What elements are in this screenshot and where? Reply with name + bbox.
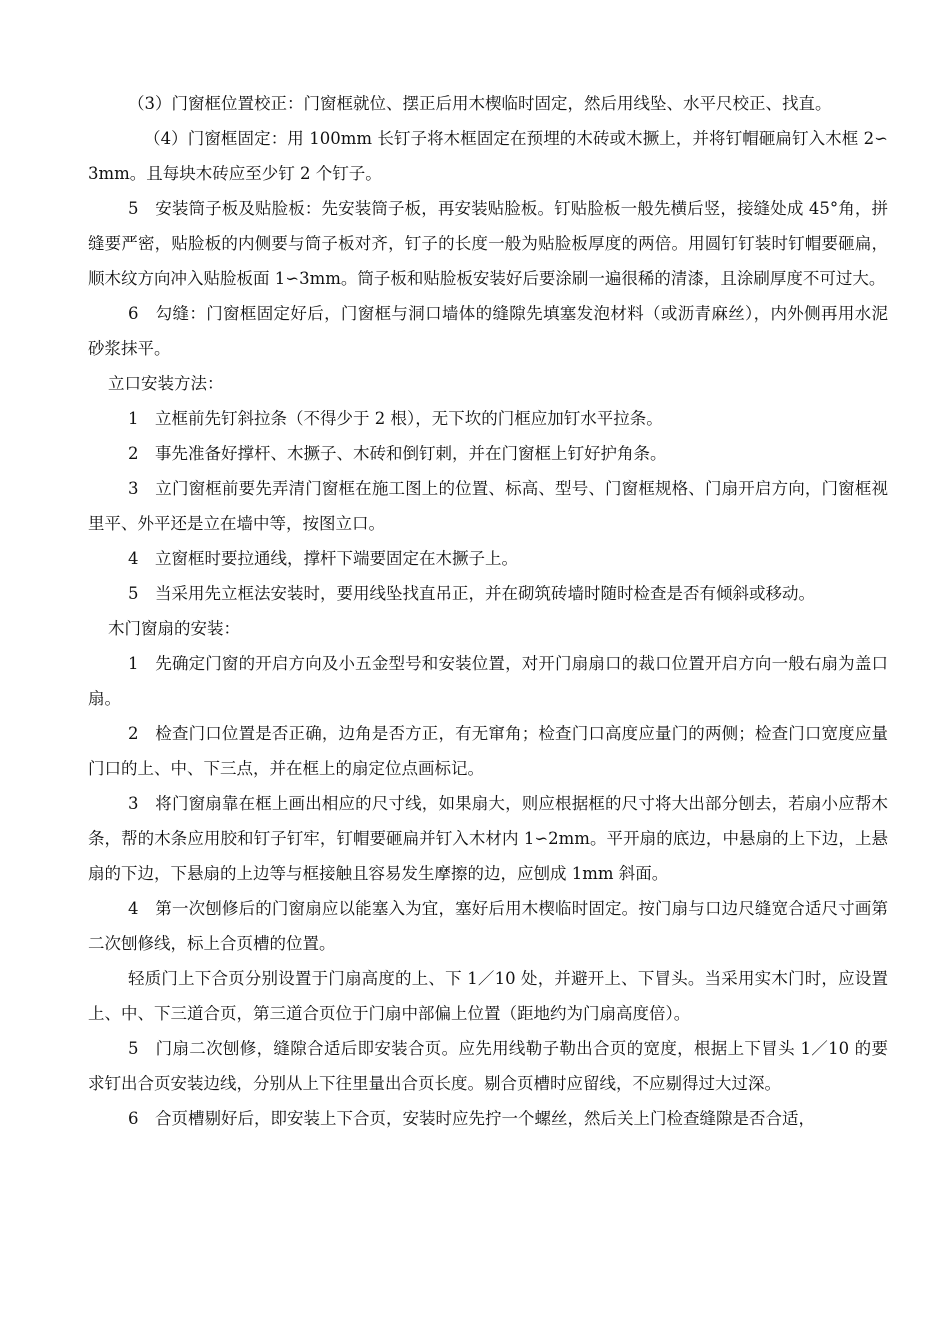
list-item-opening-direction: 1 先确定门窗的开启方向及小五金型号和安装位置，对开门扇扇口的裁口位置开启方向一般右扇为盖口扇。 (88, 654, 888, 708)
section-heading-sash-installation: 木门窗扇的安装： (108, 619, 240, 638)
list-item-prepare-props: 2 事先准备好撑杆、木撅子、木砖和倒钉刺，并在门窗框上钉好护角条。 (128, 444, 667, 463)
paragraph-joint-sealing: 6 勾缝：门窗框固定好后，门窗框与洞口墙体的缝隙先填塞发泡材料（或沥青麻丝），内外侧再用水泥砂浆抹平。 (88, 304, 888, 358)
section-heading-frame-standing-method: 立口安装方法： (108, 374, 224, 393)
list-item-size-lines: 3 将门窗扇靠在框上画出相应的尺寸线，如果扇大，则应根据框的尺寸将大出部分刨去，若扇小应帮木条，帮的木条应用胶和钉子钉牢，钉帽要砸扁并钉入木材内 1∽2mm。平开扇的底边，中悬扇的上下边，上悬扇的下边，下悬扇的上边等与框接触且容易发生摩擦的边，应刨成 1mm 斜面。 (88, 794, 888, 883)
paragraph-frame-position-correction: （3）门窗框位置校正：门窗框就位、摆正后用木楔临时固定，然后用线坠、水平尺校正、找直。 (128, 94, 832, 113)
list-item-plumb-check: 5 当采用先立框法安装时，要用线坠找直吊正，并在砌筑砖墙时随时检查是否有倾斜或移动。 (128, 584, 815, 603)
list-item-check-opening: 2 检查门口位置是否正确，边角是否方正，有无窜角；检查门口高度应量门的两侧；检查门口宽度应量门口的上、中、下三点，并在框上的扇定位点画标记。 (88, 724, 888, 778)
paragraph-frame-fixing: （4）门窗框固定：用 100mm 长钉子将木框固定在预埋的木砖或木撅上，并将钉帽砸扁钉入木框 2∽3mm。且每块木砖应至少钉 2 个钉子。 (88, 129, 888, 183)
paragraph-hinge-placement: 轻质门上下合页分别设置于门扇高度的上、下 1／10 处，并避开上、下冒头。当采用实木门时，应设置上、中、下三道合页，第三道合页位于门扇中部偏上位置（距地约为门扇高度倍）。 (88, 969, 888, 1023)
document-page (88, 86, 888, 1136)
list-item-hinge-install: 6 合页槽剔好后，即安装上下合页，安装时应先拧一个螺丝，然后关上门检查缝隙是否合适， (128, 1109, 815, 1128)
paragraph-casing-installation: 5 安装筒子板及贴脸板：先安装筒子板，再安装贴脸板。钉贴脸板一般先横后竖，接缝处成 45°角，拼缝要严密，贴脸板的内侧要与筒子板对齐，钉子的长度一般为贴脸板厚度的两倍。用圆钉钉装时钉帽要砸扁，顺木纹方向冲入贴脸板面 1∽3mm。筒子板和贴脸板安装好后要涂刷一遍很稀的清漆，且涂刷厚度不可过大。 (88, 199, 888, 288)
list-item-first-planing: 4 第一次刨修后的门窗扇应以能塞入为宜，塞好后用木楔临时固定。按门扇与口边尺缝宽合适尺寸画第二次刨修线，标上合页槽的位置。 (88, 899, 888, 953)
list-item-verify-frame-position: 3 立门窗框前要先弄清门窗框在施工图上的位置、标高、型号、门窗框规格、门扇开启方向，门窗框视里平、外平还是立在墙中等，按图立口。 (88, 479, 888, 533)
list-item-diagonal-bracing: 1 立框前先钉斜拉条（不得少于 2 根），无下坎的门框应加钉水平拉条。 (128, 409, 663, 428)
list-item-second-planing: 5 门扇二次刨修，缝隙合适后即安装合页。应先用线勒子勒出合页的宽度，根据上下冒头 1／10 的要求钉出合页安装边线，分别从上下往里量出合页长度。剔合页槽时应留线，不应剔得过大过深。 (88, 1039, 888, 1093)
list-item-string-line: 4 立窗框时要拉通线，撑杆下端要固定在木撅子上。 (128, 549, 518, 568)
